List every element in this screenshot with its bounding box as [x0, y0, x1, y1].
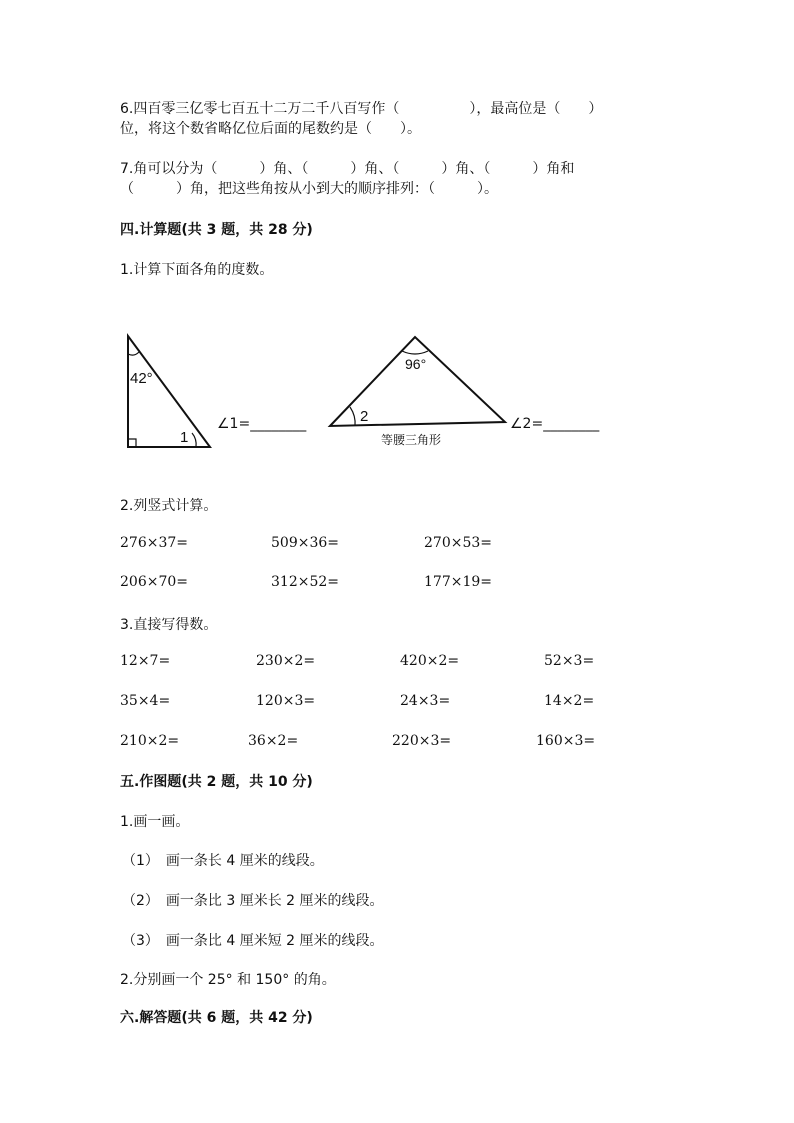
calc-item: 177×19= — [424, 574, 492, 590]
mental-math-item: 220×3= — [392, 733, 452, 749]
s4-q2-prompt: 2.列竖式计算。 — [120, 498, 218, 514]
angle-2-arc — [350, 407, 355, 426]
isosceles-triangle-shape — [330, 337, 505, 426]
q6-line2: 位，将这个数省略亿位后面的尾数约是（ ）。 — [120, 121, 421, 137]
mental-math-item: 36×2= — [248, 733, 299, 749]
angle-42-arc — [128, 352, 139, 355]
angle-96-label: 96° — [405, 356, 427, 372]
mental-math-item: 12×7= — [120, 653, 171, 669]
s4-q3-prompt: 3.直接写得数。 — [120, 617, 218, 633]
drawing-task-item: （2） 画一条比 3 厘米长 2 厘米的线段。 — [122, 893, 384, 909]
right-triangle-figure — [120, 328, 320, 453]
calc-item: 312×52= — [271, 574, 339, 590]
section-5-title: 五.作图题(共 2 题，共 10 分) — [120, 774, 313, 790]
angle-1-answer: ∠1=________ — [217, 416, 307, 432]
section-4-title: 四.计算题(共 3 题，共 28 分) — [120, 222, 313, 238]
mental-math-item: 14×2= — [544, 693, 595, 709]
drawing-task-item: （1） 画一条长 4 厘米的线段。 — [122, 853, 324, 869]
mental-math-item: 52×3= — [544, 653, 595, 669]
right-angle-mark — [128, 439, 136, 447]
angle-1-arc — [192, 433, 196, 447]
q7-line1: 7.角可以分为（ ）角、（ ）角、（ ）角、（ ）角和 — [120, 161, 575, 177]
calc-item: 270×53= — [424, 535, 492, 551]
mental-math-item: 420×2= — [400, 653, 460, 669]
mental-math-item: 160×3= — [536, 733, 596, 749]
s4-q1-prompt: 1.计算下面各角的度数。 — [120, 262, 274, 278]
calc-item: 206×70= — [120, 574, 188, 590]
drawing-task-item: （3） 画一条比 4 厘米短 2 厘米的线段。 — [122, 933, 384, 949]
s5-q2-prompt: 2.分别画一个 25° 和 150° 的角。 — [120, 972, 336, 988]
calc-item: 509×36= — [271, 535, 339, 551]
mental-math-item: 120×3= — [256, 693, 316, 709]
angle-96-arc — [402, 351, 428, 354]
angle-1-label: 1 — [180, 429, 189, 446]
angle-2-answer: ∠2=________ — [510, 416, 600, 432]
section-6-title: 六.解答题(共 6 题，共 42 分) — [120, 1010, 313, 1026]
q7-line2: （ ）角，把这些角按从小到大的顺序排列：（ ）。 — [120, 181, 498, 197]
right-triangle-shape — [128, 336, 210, 447]
mental-math-item: 35×4= — [120, 693, 171, 709]
mental-math-item: 230×2= — [256, 653, 316, 669]
angle-42-label: 42° — [130, 370, 153, 387]
calc-item: 276×37= — [120, 535, 188, 551]
mental-math-item: 24×3= — [400, 693, 451, 709]
mental-math-item: 210×2= — [120, 733, 180, 749]
isosceles-caption: 等腰三角形 — [381, 433, 442, 447]
q6-line1: 6.四百零三亿零七百五十二万二千八百写作（ ），最高位是（ ） — [120, 101, 603, 117]
isosceles-triangle-figure — [325, 330, 515, 450]
s5-q1-prompt: 1.画一画。 — [120, 814, 190, 830]
angle-2-label: 2 — [360, 408, 369, 425]
